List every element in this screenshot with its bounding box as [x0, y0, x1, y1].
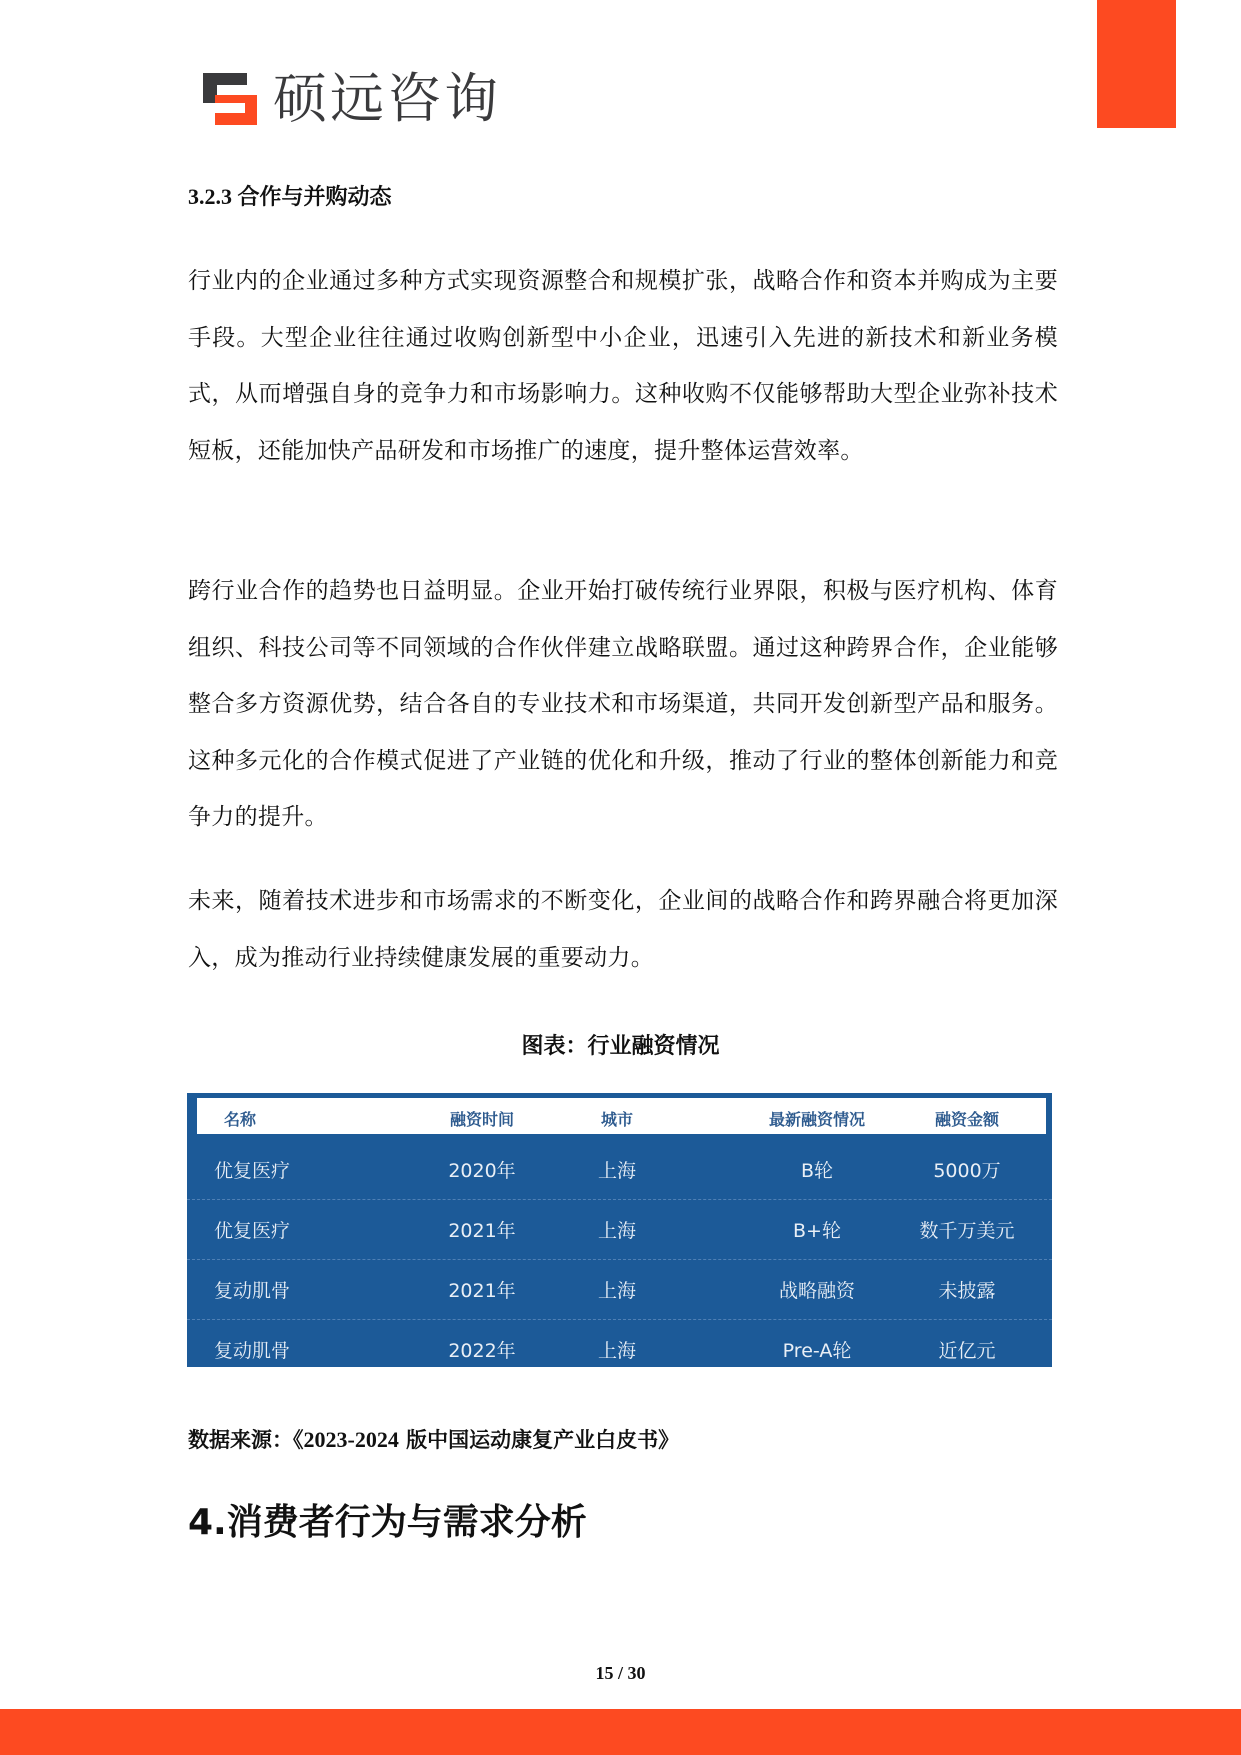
source-year-range: 2023-2024: [303, 1427, 399, 1452]
figure-title: 图表：行业融资情况: [521, 1034, 720, 1059]
cell-city: 上海: [597, 1220, 636, 1242]
table-row: [187, 1139, 1052, 1200]
cell-city: 上海: [597, 1340, 636, 1362]
paragraph-mergers: 行业内的企业通过多种方式实现资源整合和规模扩张，战略合作和资本并购成为主要手段。大型企业往往通过收购创新型中小企业，迅速引入先进的新技术和新业务模式，从而增强自身的竞争力和市场影响力。这种收购不仅能够帮助大型企业弥补技术短板，还能加快产品研发和市场推广的速度，提升整体运营效率。: [188, 268, 1058, 464]
footer-accent-bar: [0, 1709, 1241, 1755]
cell-name: 优复医疗: [214, 1160, 291, 1182]
cell-round: B+轮: [793, 1220, 841, 1242]
brand-logo-icon: [201, 71, 259, 127]
source-close-quote: 》: [658, 1428, 680, 1452]
page-number: 15 / 30: [595, 1663, 646, 1683]
section-title: 合作与并购动态: [237, 185, 392, 210]
corner-accent-tab: [1097, 0, 1176, 128]
cell-name: 复动肌骨: [214, 1340, 291, 1362]
brand-logo: [201, 68, 501, 130]
cell-city: 上海: [597, 1280, 636, 1302]
table-row: [187, 1259, 1052, 1320]
cell-date: 2022年: [448, 1340, 516, 1362]
cell-city: 上海: [597, 1160, 636, 1182]
financing-table: [187, 1093, 1052, 1367]
source-open-quote: 《: [293, 1428, 304, 1452]
column-header-name: 名称: [224, 1110, 257, 1129]
table-row: [187, 1319, 1052, 1367]
cell-name: 复动肌骨: [214, 1280, 291, 1302]
cell-amount: 5000万: [933, 1160, 1001, 1182]
section-number: 3.2.3: [188, 184, 232, 209]
paragraph-cross-industry: 跨行业合作的趋势也日益明显。企业开始打破传统行业界限，积极与医疗机构、体育组织、科技公司等不同领域的合作伙伴建立战略联盟。通过这种跨界合作，企业能够整合多方资源优势，结合各自的专业技术和市场渠道，共同开发创新型产品和服务。这种多元化的合作模式促进了产业链的优化和升级，推动了行业的整体创新能力和竞争力的提升。: [188, 578, 1058, 830]
cell-amount: 未披露: [938, 1280, 996, 1302]
paragraph-future: 未来，随着技术进步和市场需求的不断变化，企业间的战略合作和跨界融合将更加深入，成为推动行业持续健康发展的重要动力。: [188, 888, 1058, 971]
cell-round: 战略融资: [778, 1280, 855, 1302]
data-source: [188, 1424, 679, 1454]
chapter-heading: 4.消费者行为与需求分析: [188, 1502, 587, 1543]
cell-round: Pre-A轮: [782, 1340, 852, 1362]
source-title: 版中国运动康复产业白皮书: [398, 1428, 659, 1452]
table-header: [197, 1098, 1046, 1134]
cell-date: 2020年: [448, 1160, 516, 1182]
cell-name: 优复医疗: [214, 1220, 291, 1242]
cell-amount: 数千万美元: [919, 1220, 1015, 1242]
section-heading: [188, 180, 392, 211]
cell-amount: 近亿元: [938, 1340, 996, 1362]
column-header-date: 融资时间: [449, 1110, 514, 1129]
cell-round: B轮: [800, 1160, 834, 1182]
cell-date: 2021年: [448, 1280, 516, 1302]
cell-date: 2021年: [448, 1220, 516, 1242]
table-row: [187, 1199, 1052, 1260]
source-label: 数据来源：: [188, 1428, 293, 1452]
brand-name: 硕远咨询: [273, 67, 501, 130]
column-header-city: 城市: [600, 1110, 633, 1129]
column-header-round: 最新融资情况: [768, 1110, 865, 1129]
column-header-amount: 融资金额: [934, 1110, 999, 1129]
